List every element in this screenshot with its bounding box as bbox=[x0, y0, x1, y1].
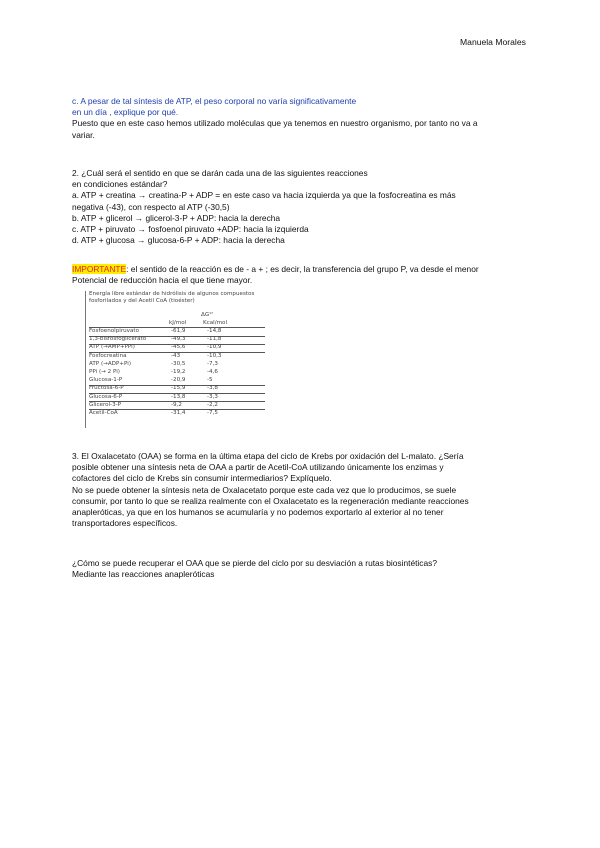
compound-name: Glucosa-1-P bbox=[89, 377, 123, 384]
reaction-a-line-2: negativa (-43), con respecto al ATP (-30,5) bbox=[72, 201, 230, 212]
question-c-line-1: c. A pesar de tal síntesis de ATP, el peso corporal no varía significativamente bbox=[72, 96, 357, 106]
table-left-border bbox=[85, 291, 86, 428]
table-row bbox=[89, 369, 265, 377]
table-row bbox=[89, 410, 265, 418]
table-row bbox=[89, 353, 265, 361]
compound-name: ATP (→ADP+Pi) bbox=[89, 360, 132, 367]
important-label: IMPORTANTE bbox=[72, 264, 127, 274]
value-kcal: -3,3 bbox=[207, 393, 218, 400]
compound-name: Fosfocreatina bbox=[89, 352, 127, 359]
table-header-delta-g: ΔG°' bbox=[201, 312, 214, 318]
energy-table bbox=[85, 291, 273, 428]
answer-3-line-4: transportadores específicos. bbox=[72, 518, 178, 529]
value-kj: -61,9 bbox=[171, 328, 186, 334]
table-header-kcal: Kcal/mol bbox=[203, 320, 228, 326]
answer-c-line-1: Puesto que en este caso hemos utilizado moléculas que ya tenemos en nuestro organismo, por tanto no va a bbox=[72, 118, 478, 129]
value-kcal: -7,3 bbox=[207, 360, 218, 367]
reaction-d: d. ATP + glucosa → glucosa-6-P + ADP: hacia la derecha bbox=[72, 235, 285, 246]
compound-name: Fosfoenolpiruvato bbox=[89, 328, 140, 334]
value-kj: -13,8 bbox=[171, 393, 186, 400]
reaction-b: b. ATP + glicerol → glicerol-3-P + ADP: hacia la derecha bbox=[72, 212, 281, 223]
question-2-line-1: 2. ¿Cuál será el sentido en que se darán cada una de las siguientes reacciones bbox=[72, 168, 368, 178]
table-header-rule bbox=[89, 327, 265, 328]
value-kj: -31,4 bbox=[171, 410, 186, 416]
question-4 bbox=[72, 558, 532, 580]
answer-c-line-2: variar. bbox=[72, 129, 95, 140]
reaction-c: c. ATP + piruvato → fosfoenol piruvato +ADP: hacia la izquierda bbox=[72, 224, 309, 235]
compound-name: 1,3-bisfosfoglicerato bbox=[89, 336, 147, 343]
answer-3-line-2: consumir, por tanto lo que se realiza realmente con el Oxalacetato es la regeneración mediante reacciones bbox=[72, 495, 469, 506]
compound-name: Acetil-CoA bbox=[89, 410, 118, 416]
compound-name: Glicerol-3-P bbox=[89, 401, 122, 408]
value-kj: -20,9 bbox=[171, 377, 186, 384]
answer-3-line-3: anapleróticas, ya que en los humanos se acumularía y no podemos exportarlo al exterior al no tener bbox=[72, 507, 444, 518]
compound-name: ATP (→AMP+PPi) bbox=[89, 344, 135, 351]
question-4-text: ¿Cómo se puede recuperar el OAA que se pierde del ciclo por su desviación a rutas biosintéticas? bbox=[72, 558, 437, 568]
value-kcal: -10,3 bbox=[207, 352, 222, 359]
answer-4-text: Mediante las reacciones anapleróticas bbox=[72, 569, 215, 580]
compound-name: PPi (→ 2 Pi) bbox=[89, 369, 120, 375]
question-c bbox=[72, 96, 532, 141]
author-name: Manuela Morales bbox=[460, 37, 526, 47]
value-kj: -49,3 bbox=[171, 336, 186, 343]
reaction-a-line-1: a. ATP + creatina → creatina-P + ADP = en este caso va hacia izquierda ya que la fosfocreatina es más bbox=[72, 190, 456, 201]
value-kj: -30,5 bbox=[171, 360, 186, 367]
value-kcal: -5 bbox=[207, 377, 213, 384]
important-text-1: : el sentido de la reacción es de - a + ; es decir, la transferencia del grupo P, va desde el menor bbox=[126, 264, 479, 274]
value-kj: -15,9 bbox=[171, 385, 186, 392]
answer-3-line-1: No se puede obtener la síntesis neta de Oxalacetato porque este cada vez que lo producimos, se suele bbox=[72, 484, 457, 495]
value-kcal: -14,8 bbox=[207, 328, 222, 334]
value-kcal: -11,8 bbox=[207, 336, 222, 343]
value-kcal: -7,5 bbox=[207, 410, 218, 416]
value-kj: -9,2 bbox=[171, 401, 182, 408]
value-kcal: -4,6 bbox=[207, 369, 218, 375]
value-kj: -45,6 bbox=[171, 344, 186, 351]
question-3-line-2: posible obtener una síntesis neta de OAA a partir de Acetil-CoA utilizando únicamente los enzimas y bbox=[72, 462, 444, 473]
table-row bbox=[89, 361, 265, 369]
question-3 bbox=[72, 451, 532, 529]
value-kj: -19,2 bbox=[171, 369, 186, 375]
compound-name: Glucosa-6-P bbox=[89, 393, 123, 400]
value-kcal: -2,2 bbox=[207, 401, 218, 408]
question-2 bbox=[72, 168, 532, 246]
important-note bbox=[72, 264, 532, 286]
value-kcal: -3,8 bbox=[207, 385, 218, 392]
question-3-line-3: cofactores del ciclo de Krebs sin consumir intermediarios? Explíquelo. bbox=[72, 473, 332, 484]
table-caption: Energía libre estándar de hidrólisis de algunos compuestos fosforilados y del Acetil CoA (tioéster) bbox=[89, 291, 255, 305]
table-header-kj: kJ/mol bbox=[169, 320, 187, 326]
question-2-line-2: en condiciones estándar? bbox=[72, 179, 168, 190]
compound-name: Fructosa-6-P bbox=[89, 385, 124, 392]
question-3-line-1: 3. El Oxalacetato (OAA) se forma en la última etapa del ciclo de Krebs por oxidación del L-malato. ¿Sería bbox=[72, 451, 464, 461]
question-c-line-2: en un día , explique por qué. bbox=[72, 107, 179, 118]
important-text-2: Potencial de reducción hacia el que tiene mayor. bbox=[72, 275, 253, 286]
value-kcal: -10,9 bbox=[207, 344, 222, 351]
value-kj: -43 bbox=[171, 352, 181, 359]
